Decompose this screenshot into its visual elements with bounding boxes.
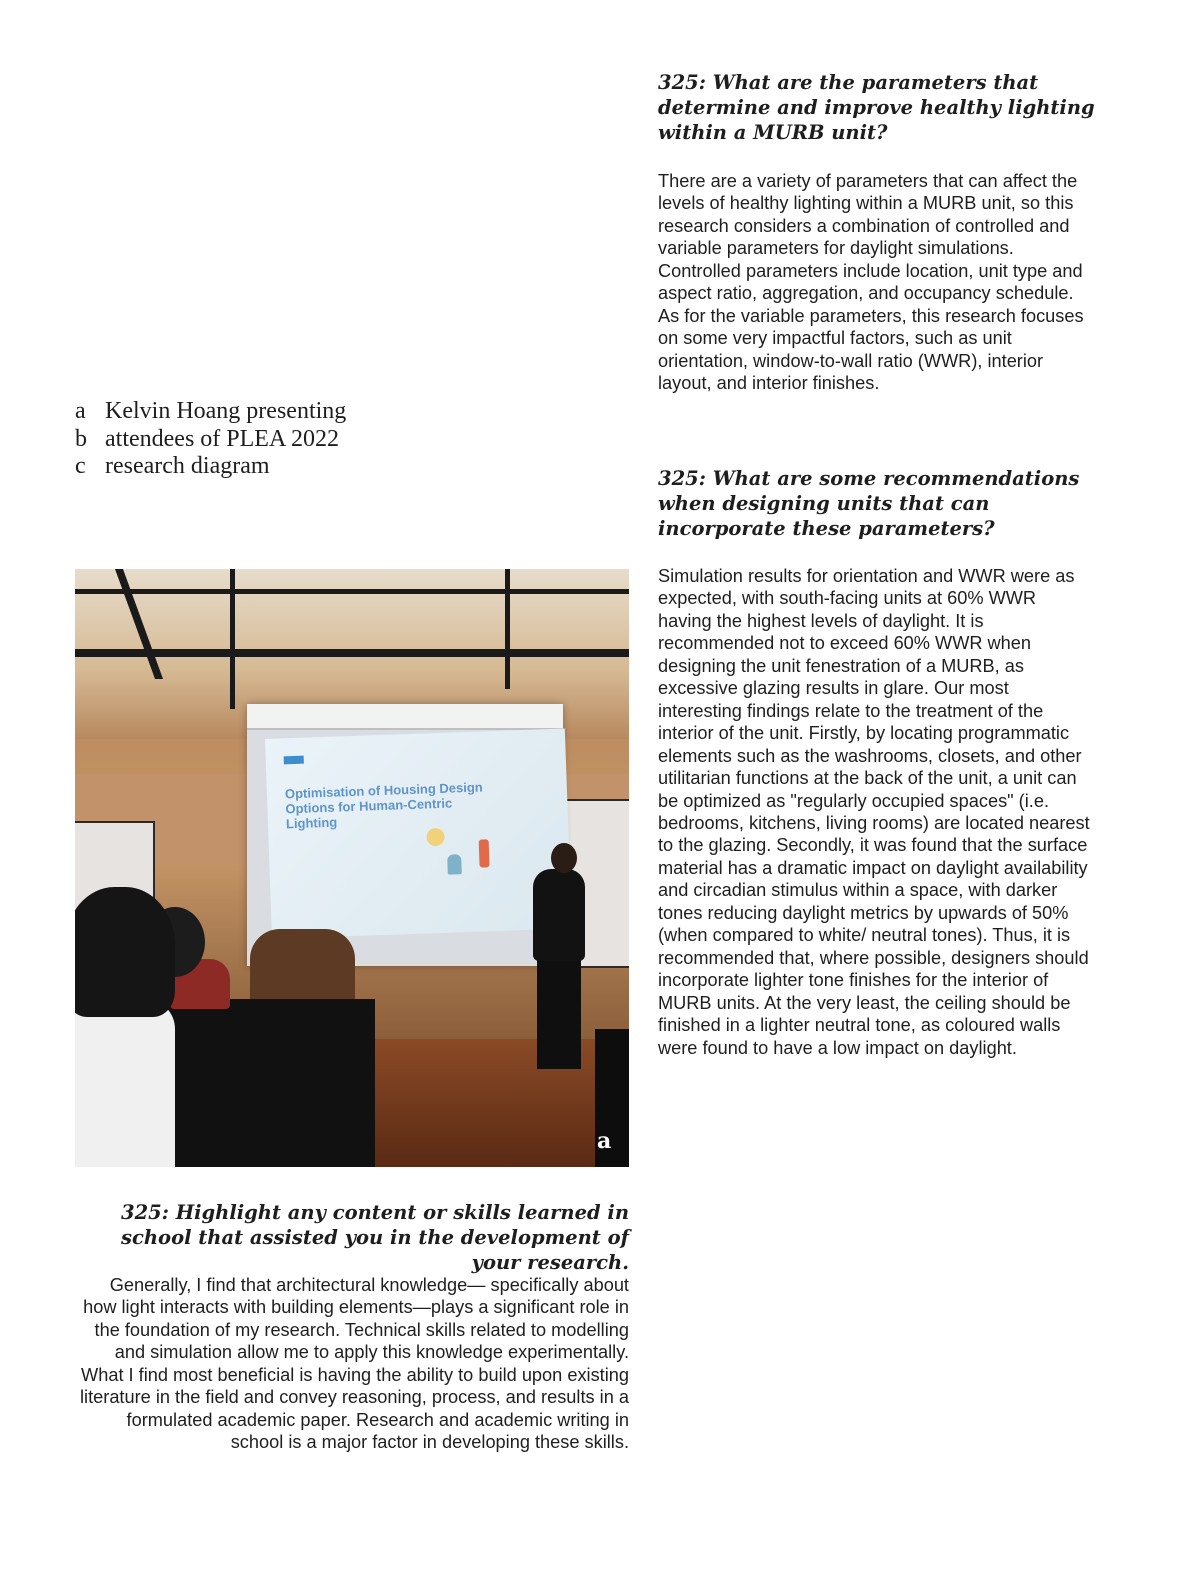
caption-list <box>75 398 575 481</box>
slide-plant-illustration <box>447 854 462 874</box>
photo-beam <box>230 569 235 709</box>
photo-beam <box>505 569 510 689</box>
photo-beam <box>75 649 629 657</box>
presenter-body <box>533 869 585 961</box>
answer-paragraph: Simulation results for orientation and WWR were as expected, with south-facing units at 60% WWR having the highest levels of daylight. It is recommended not to exceed 60% WWR when designing the unit fenestration of a MURB, as excessive glazing results in glare. Our most interesting findings relate to the treatment of the interior of the unit. Firstly, by locating programmatic elements such as the washrooms, closets, and other utilitarian functions at the back of the unit, a unit can be optimized as "regularly occupied spaces" (i.e. bedrooms, kitchens, living rooms) are located nearest to the glazing. Secondly, it was found that the surface material has a dramatic impact on daylight availability and circadian stimulus within a space, with darker tones reducing daylight metrics by upwards of 50% (when compared to white/ neutral tones). Thus, it is recommended that, where possible, designers should incorporate lighter tone finishes for the interior of MURB units. At the very least, the ceiling should be finished in a lighter neutral tone, as coloured walls were found to have a low impact on daylight. <box>658 566 1090 1058</box>
caption-letter: b <box>75 425 87 452</box>
caption-text: attendees of PLEA 2022 <box>105 425 339 452</box>
photo-label: a <box>597 1128 612 1154</box>
presenter <box>537 959 581 1069</box>
slide-person-illustration <box>479 839 490 867</box>
question-heading: 325: Highlight any content or skills learned in school that assisted you in the development of your research. <box>121 1201 629 1274</box>
attendee <box>75 999 175 1167</box>
slide <box>265 729 572 939</box>
attendee-head <box>75 887 175 1017</box>
question-heading: 325: What are the parameters that determine and improve healthy lighting within a MURB unit? <box>658 71 1095 144</box>
caption-text: Kelvin Hoang presenting <box>105 398 347 424</box>
answer-paragraph: There are a variety of parameters that can affect the levels of healthy lighting within a MURB unit, so this research considers a combination of controlled and variable parameters for daylight simulations. Controlled parameters include location, unit type and aspect ratio, aggregation, and occupancy schedule. As for the variable parameters, this research focuses on some very impactful factors, such as unit orientation, window-to-wall ratio (WWR), interior layout, and interior finishes. <box>658 171 1084 394</box>
presentation-photo <box>75 569 629 1167</box>
question-heading: 325: What are some recommendations when designing units that can incorporate these parameters? <box>658 467 1080 540</box>
slide-title: Optimisation of Housing Design Options for Human-Centric Lighting <box>284 779 483 832</box>
caption-item <box>75 398 575 426</box>
projector-screen-housing <box>247 704 563 730</box>
caption-letter: c <box>75 453 86 479</box>
photo-beam <box>75 589 629 594</box>
slide-sun-illustration <box>426 828 445 847</box>
answer-paragraph: Generally, I find that architectural knowledge— specifically about how light interacts with building elements—plays a significant role in the foundation of my research. Technical skills related to modelling and simulation allow me to apply this knowledge experimentally. What I find most beneficial is having the ability to build upon existing literature in the field and convey reasoning, process, and results in a formulated academic paper. Research and academic writing in school is a major factor in developing these skills. <box>80 1275 629 1453</box>
caption-text: research diagram <box>105 453 270 479</box>
caption-letter: a <box>75 398 86 424</box>
slide-logo <box>284 756 304 765</box>
caption-item <box>75 453 575 481</box>
caption-item <box>75 426 575 454</box>
presenter-head <box>551 843 577 873</box>
